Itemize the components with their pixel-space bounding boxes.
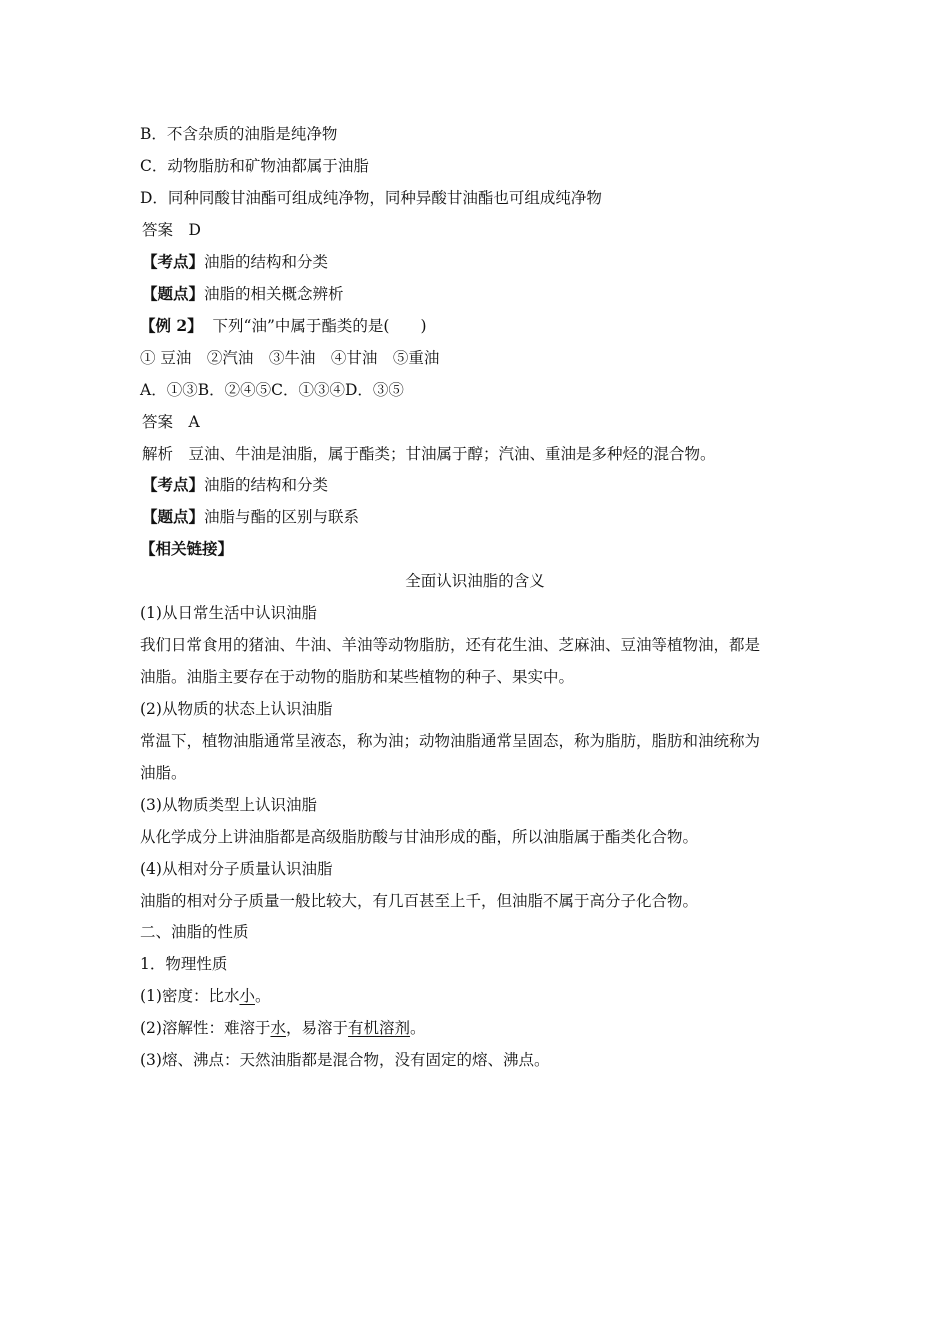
analysis-2: 解析 豆油、牛油是油脂，属于酯类；甘油属于醇；汽油、重油是多种烃的混合物。 xyxy=(142,445,716,463)
example-text: 下列“油”中属于酯类的是( ) xyxy=(212,317,427,335)
property-melting-boiling: (3)熔、沸点：天然油脂都是混合物，没有固定的熔、沸点。 xyxy=(140,1051,550,1069)
related-links-heading: 【相关链接】 xyxy=(140,539,234,558)
solubility-text: (2)溶解性：难溶于 xyxy=(140,1019,271,1037)
density-end: 。 xyxy=(254,987,271,1005)
density-text: (1)密度：比水 xyxy=(140,987,240,1005)
section-title: 全面认识油脂的含义 xyxy=(405,572,545,590)
density-blank: 小 xyxy=(239,987,255,1005)
kaodian-1 xyxy=(142,251,328,273)
kaodian-text: 油脂的结构和分类 xyxy=(204,253,329,271)
answer-2: 答案 A xyxy=(142,413,200,431)
kaodian-2 xyxy=(142,474,328,496)
option-d: D．同种同酸甘油酯可组成纯净物，同种异酸甘油酯也可组成纯净物 xyxy=(140,189,602,207)
paragraph-4: 油脂的相对分子质量一般比较大，有几百甚至上千，但油脂不属于高分子化合物。 xyxy=(140,892,699,910)
subheading-4: (4)从相对分子质量认识油脂 xyxy=(140,860,333,878)
subsection-physical-properties: 1．物理性质 xyxy=(140,955,228,973)
paragraph-3: 从化学成分上讲油脂都是高级脂肪酸与甘油形成的酯，所以油脂属于酯类化合物。 xyxy=(140,828,699,846)
tidian-label: 【题点】 xyxy=(142,507,205,526)
example-2-options: A．①③B．②④⑤C．①③④D．③⑤ xyxy=(140,381,404,399)
example-label: 【例 2】 xyxy=(140,316,203,335)
kaodian-label: 【考点】 xyxy=(142,475,205,494)
tidian-label: 【题点】 xyxy=(142,284,205,303)
section-heading-properties: 二、油脂的性质 xyxy=(140,923,249,941)
solubility-mid: ，易溶于 xyxy=(285,1019,348,1037)
subheading-3: (3)从物质类型上认识油脂 xyxy=(140,796,317,814)
solubility-end: 。 xyxy=(410,1019,426,1037)
example-2-items: ① 豆油 ②汽油 ③牛油 ④甘油 ⑤重油 xyxy=(140,349,440,367)
paragraph-2-line-2: 油脂。 xyxy=(140,764,187,782)
example-2-question xyxy=(140,315,427,337)
paragraph-1-line-1: 我们日常食用的猪油、牛油、羊油等动物脂肪，还有花生油、芝麻油、豆油等植物油，都是 xyxy=(140,636,761,654)
property-density xyxy=(140,985,271,1007)
paragraph-2-line-1: 常温下，植物油脂通常呈液态，称为油；动物油脂通常呈固态，称为脂肪，脂肪和油统称为 xyxy=(140,732,761,750)
tidian-text: 油脂与酯的区别与联系 xyxy=(204,508,360,526)
paragraph-1-line-2: 油脂。油脂主要存在于动物的脂肪和某些植物的种子、果实中。 xyxy=(140,668,575,686)
kaodian-label: 【考点】 xyxy=(142,252,205,271)
property-solubility xyxy=(140,1017,426,1039)
subheading-1: (1)从日常生活中认识油脂 xyxy=(140,604,317,622)
tidian-text: 油脂的相关概念辨析 xyxy=(204,285,344,303)
tidian-1 xyxy=(142,283,344,305)
subheading-2: (2)从物质的状态上认识油脂 xyxy=(140,700,333,718)
solubility-blank-1: 水 xyxy=(270,1019,286,1037)
solubility-blank-2: 有机溶剂 xyxy=(348,1019,411,1037)
tidian-2 xyxy=(142,506,359,528)
answer-1: 答案 D xyxy=(142,221,201,239)
option-b: B．不含杂质的油脂是纯净物 xyxy=(140,125,338,143)
option-c: C．动物脂肪和矿物油都属于油脂 xyxy=(140,157,369,175)
kaodian-text: 油脂的结构和分类 xyxy=(204,476,329,494)
